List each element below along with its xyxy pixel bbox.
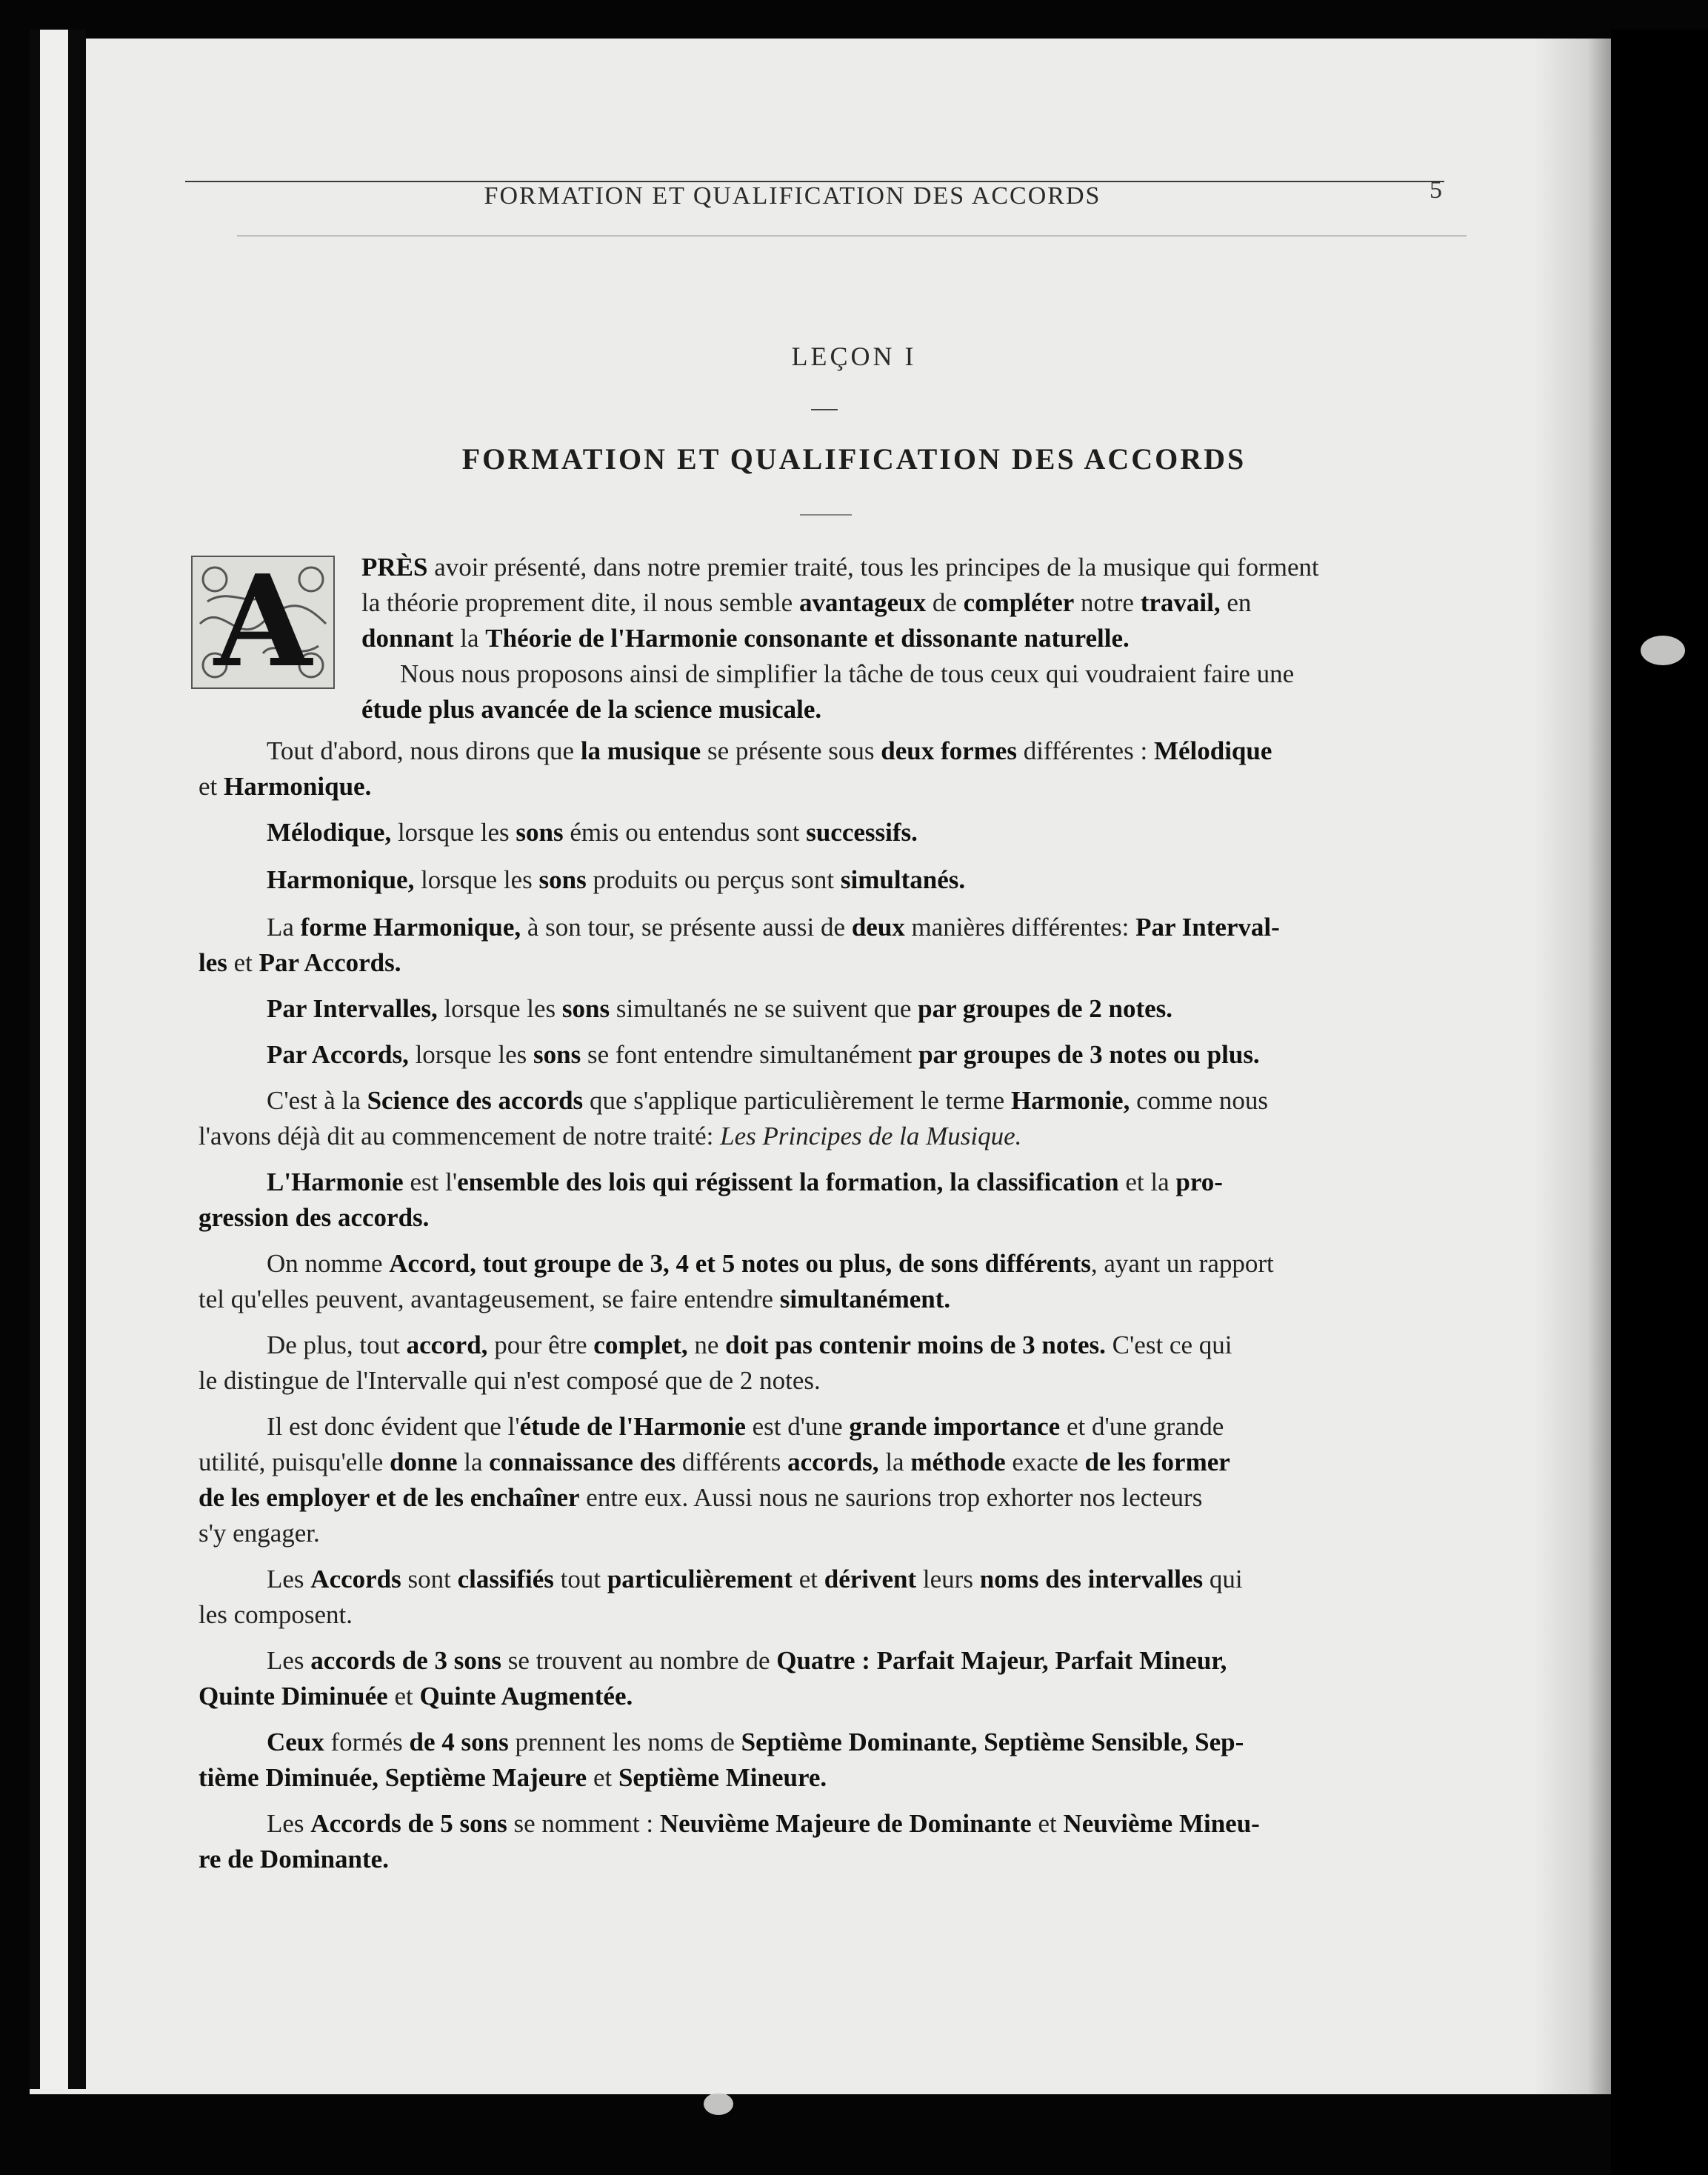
bold-run: étude plus avancée de la science musicale. — [361, 695, 822, 724]
bold-run: Harmonique, — [267, 865, 415, 894]
text-run: et — [1031, 1809, 1064, 1838]
text-run: Nous nous proposons ainsi de simplifier la tâche de tous ceux qui voudraient faire une — [400, 659, 1295, 688]
text-line — [267, 1328, 1232, 1363]
text-line — [199, 1445, 1230, 1480]
bold-run: L'Harmonie — [267, 1168, 404, 1196]
text-line — [199, 1200, 429, 1236]
bold-run: la musique — [580, 736, 701, 765]
bold-run: Théorie de l'Harmonie consonante et dissonante naturelle. — [485, 624, 1130, 653]
bold-run: Harmonie, — [1010, 1086, 1130, 1115]
bold-run: sons — [516, 818, 564, 847]
text-line — [199, 1480, 1202, 1516]
bold-run: Quatre : — [776, 1646, 870, 1675]
bold-run: Science des accords — [367, 1086, 584, 1115]
bold-run: deux — [851, 913, 905, 942]
text-run: est d'une — [745, 1412, 850, 1441]
text-run: et — [587, 1763, 618, 1792]
text-run: leurs — [916, 1565, 980, 1593]
bold-run: sons — [533, 1040, 581, 1069]
text-run: Les — [267, 1646, 311, 1675]
text-run: exacte — [1005, 1448, 1085, 1476]
bold-run: Parfait Majeur, Parfait Mineur, — [876, 1646, 1227, 1675]
text-run: Tout d'abord, nous dirons que — [267, 736, 581, 765]
bold-run: par groupes de 2 notes. — [918, 994, 1173, 1023]
bold-run: travail, — [1140, 588, 1221, 617]
text-line — [267, 815, 918, 850]
text-run: se présente sous — [701, 736, 881, 765]
bold-run: de les former — [1084, 1448, 1230, 1476]
bold-run: Par Accords. — [258, 948, 401, 977]
bold-run: Accord, tout groupe de 3, 4 et 5 notes ou plus, de sons différents — [389, 1249, 1091, 1278]
lesson-label: LEÇON I — [791, 342, 917, 371]
text-run: entre eux. Aussi nous ne saurions trop exhorter nos lecteurs — [579, 1483, 1203, 1512]
binding-gutter — [40, 30, 68, 2089]
text-line — [267, 1037, 1260, 1073]
text-run: de — [926, 588, 964, 617]
text-run: lorsque les — [391, 818, 516, 847]
bold-run: Septième Dominante, Septième Sensible, Sep- — [741, 1728, 1244, 1756]
text-line — [199, 1597, 353, 1633]
text-line — [361, 621, 1130, 656]
bold-run: étude de l'Harmonie — [519, 1412, 746, 1441]
text-line — [267, 733, 1272, 769]
text-line — [400, 656, 1294, 692]
text-run: différentes : — [1016, 736, 1154, 765]
bold-run: sons — [538, 865, 587, 894]
speck — [1641, 636, 1685, 665]
text-line — [199, 1119, 1021, 1154]
bold-run: Ceux — [267, 1728, 324, 1756]
text-line — [267, 1165, 1223, 1200]
text-run: La — [267, 913, 301, 942]
text-run: que s'applique particulièrement le terme — [583, 1086, 1011, 1115]
bold-run: noms des intervalles — [979, 1565, 1204, 1593]
text-line — [361, 585, 1251, 621]
text-run: formés — [324, 1728, 410, 1756]
bold-run: particulièrement — [607, 1565, 793, 1593]
bold-run: Quinte Augmentée. — [419, 1682, 633, 1711]
text-run: en — [1220, 588, 1252, 617]
text-line — [267, 910, 1280, 945]
text-run: qui — [1203, 1565, 1243, 1593]
text-run: lorsque les — [437, 994, 562, 1023]
text-run: Les — [267, 1565, 311, 1593]
text-run: le distingue de l'Intervalle qui n'est composé que de 2 notes. — [199, 1366, 821, 1395]
bold-run: par groupes de 3 notes ou plus. — [918, 1040, 1260, 1069]
bold-run: connaissance des — [489, 1448, 676, 1476]
text-line — [199, 1679, 633, 1714]
bold-run: de 4 sons — [409, 1728, 509, 1756]
bold-run: pro- — [1175, 1168, 1223, 1196]
bold-run: successifs. — [806, 818, 918, 847]
ornament-dash — [811, 409, 838, 410]
text-line — [267, 1806, 1260, 1842]
text-run: à son tour, se présente aussi de — [521, 913, 852, 942]
text-line — [361, 692, 821, 727]
text-run: notre — [1074, 588, 1141, 617]
text-run: lorsque les — [414, 865, 539, 894]
bold-run: méthode — [910, 1448, 1006, 1476]
bold-run: les — [199, 948, 227, 977]
bold-run: PRÈS — [361, 553, 428, 582]
bold-run: tième Diminuée, Septième Majeure — [199, 1763, 587, 1792]
bold-run: donnant — [361, 624, 454, 653]
text-run: se nomment : — [507, 1809, 660, 1838]
text-line — [267, 1083, 1268, 1119]
text-run: Il est donc évident que l' — [267, 1412, 520, 1441]
text-run: lorsque les — [408, 1040, 533, 1069]
page-number: 5 — [1430, 176, 1442, 204]
bold-run: Par Interval- — [1135, 913, 1280, 942]
text-run: C'est à la — [267, 1086, 367, 1115]
bold-run: Par Intervalles, — [267, 994, 438, 1023]
text-run: produits ou perçus sont — [586, 865, 841, 894]
bold-run: ensemble des lois qui régissent la formation, la classification — [457, 1168, 1119, 1196]
bold-run: Neuvième Majeure de Dominante — [659, 1809, 1032, 1838]
text-run: émis ou entendus sont — [563, 818, 807, 847]
speck — [704, 2093, 733, 2115]
italic-run: Les Principes de la Musique. — [720, 1122, 1022, 1150]
bold-run: dérivent — [824, 1565, 917, 1593]
bold-run: Quinte Diminuée — [199, 1682, 388, 1711]
text-run: On nomme — [267, 1249, 390, 1278]
text-run: et — [792, 1565, 824, 1593]
bold-run: gression des accords. — [199, 1203, 430, 1232]
bold-run: deux formes — [881, 736, 1017, 765]
bold-run: classifiés — [457, 1565, 554, 1593]
ornament-dash — [800, 514, 852, 516]
bold-run: Neuvième Mineu- — [1063, 1809, 1260, 1838]
bold-run: forme Harmonique, — [300, 913, 521, 942]
text-run — [870, 1646, 877, 1675]
text-line — [199, 1363, 821, 1399]
text-line — [199, 1282, 950, 1317]
text-run: s'y engager. — [199, 1519, 320, 1548]
text-run: est l' — [403, 1168, 458, 1196]
text-line — [267, 991, 1172, 1027]
bold-run: Mélodique — [1153, 736, 1272, 765]
text-run: tel qu'elles peuvent, avantageusement, se faire entendre — [199, 1285, 780, 1313]
text-run: avoir présenté, dans notre premier traité, tous les principes de la musique qui forment — [427, 553, 1319, 582]
bold-run: simultanés. — [840, 865, 966, 894]
running-title: FORMATION ET QUALIFICATION DES ACCORDS — [484, 182, 1101, 210]
text-line — [267, 1409, 1224, 1445]
bold-run: accords, — [787, 1448, 879, 1476]
text-line — [199, 1516, 320, 1551]
text-run: tout — [553, 1565, 607, 1593]
text-run: prennent les noms de — [508, 1728, 741, 1756]
bold-run: doit pas contenir moins de 3 notes. — [725, 1330, 1106, 1359]
text-line — [267, 1246, 1274, 1282]
text-run: ne — [687, 1330, 726, 1359]
text-run: et la — [1118, 1168, 1176, 1196]
text-line — [267, 1643, 1227, 1679]
text-run: , ayant un rapport — [1090, 1249, 1274, 1278]
text-run: De plus, tout — [267, 1330, 407, 1359]
text-run: pour être — [487, 1330, 594, 1359]
bold-run: de les employer et de les enchaîner — [199, 1483, 580, 1512]
text-run: utilité, puisqu'elle — [199, 1448, 390, 1476]
text-run: la — [878, 1448, 911, 1476]
bold-run: sons — [561, 994, 610, 1023]
bold-run: Accords de 5 sons — [310, 1809, 507, 1838]
drop-cap-ornament — [191, 547, 335, 696]
text-run: les composent. — [199, 1600, 353, 1629]
drop-cap-letter: A — [214, 547, 312, 696]
text-run: se trouvent au nombre de — [501, 1646, 777, 1675]
text-run: l'avons déjà dit au commencement de notre traité: — [199, 1122, 721, 1150]
chapter-title: FORMATION ET QUALIFICATION DES ACCORDS — [461, 442, 1247, 476]
bold-run: Harmonique. — [224, 772, 372, 801]
bold-run: Accords — [310, 1565, 401, 1593]
text-line — [267, 862, 965, 898]
text-run: la — [453, 624, 486, 653]
bold-run: donne — [390, 1448, 458, 1476]
bold-run: Par Accords, — [267, 1040, 409, 1069]
text-line — [199, 1760, 827, 1796]
bold-run: avantageux — [798, 588, 927, 617]
text-run: Les — [267, 1809, 311, 1838]
bold-run: grande importance — [849, 1412, 1061, 1441]
bold-run: compléter — [963, 588, 1075, 617]
text-run: et d'une grande — [1060, 1412, 1224, 1441]
text-run: et — [199, 772, 224, 801]
text-run: comme nous — [1130, 1086, 1268, 1115]
text-run: manières différentes: — [904, 913, 1136, 942]
text-line — [361, 550, 1319, 585]
bold-run: re de Dominante. — [199, 1845, 389, 1873]
text-run: et — [387, 1682, 420, 1711]
text-line — [199, 769, 371, 805]
bold-run: Mélodique, — [267, 818, 392, 847]
text-line — [267, 1562, 1243, 1597]
text-run: la — [457, 1448, 490, 1476]
bold-run: Septième Mineure. — [618, 1763, 827, 1792]
bold-run: accords de 3 sons — [310, 1646, 501, 1675]
bold-run: accord, — [406, 1330, 488, 1359]
text-line — [199, 945, 401, 981]
text-run: et — [227, 948, 259, 977]
text-run: se font entendre simultanément — [581, 1040, 919, 1069]
text-run: différents — [675, 1448, 788, 1476]
text-run: simultanés ne se suivent que — [610, 994, 918, 1023]
bold-run: complet, — [593, 1330, 688, 1359]
text-line — [199, 1842, 389, 1877]
text-run: la théorie proprement dite, il nous semble — [361, 588, 799, 617]
text-run: sont — [401, 1565, 458, 1593]
text-line — [267, 1725, 1244, 1760]
text-run: C'est ce qui — [1105, 1330, 1232, 1359]
bold-run: simultanément. — [779, 1285, 951, 1313]
